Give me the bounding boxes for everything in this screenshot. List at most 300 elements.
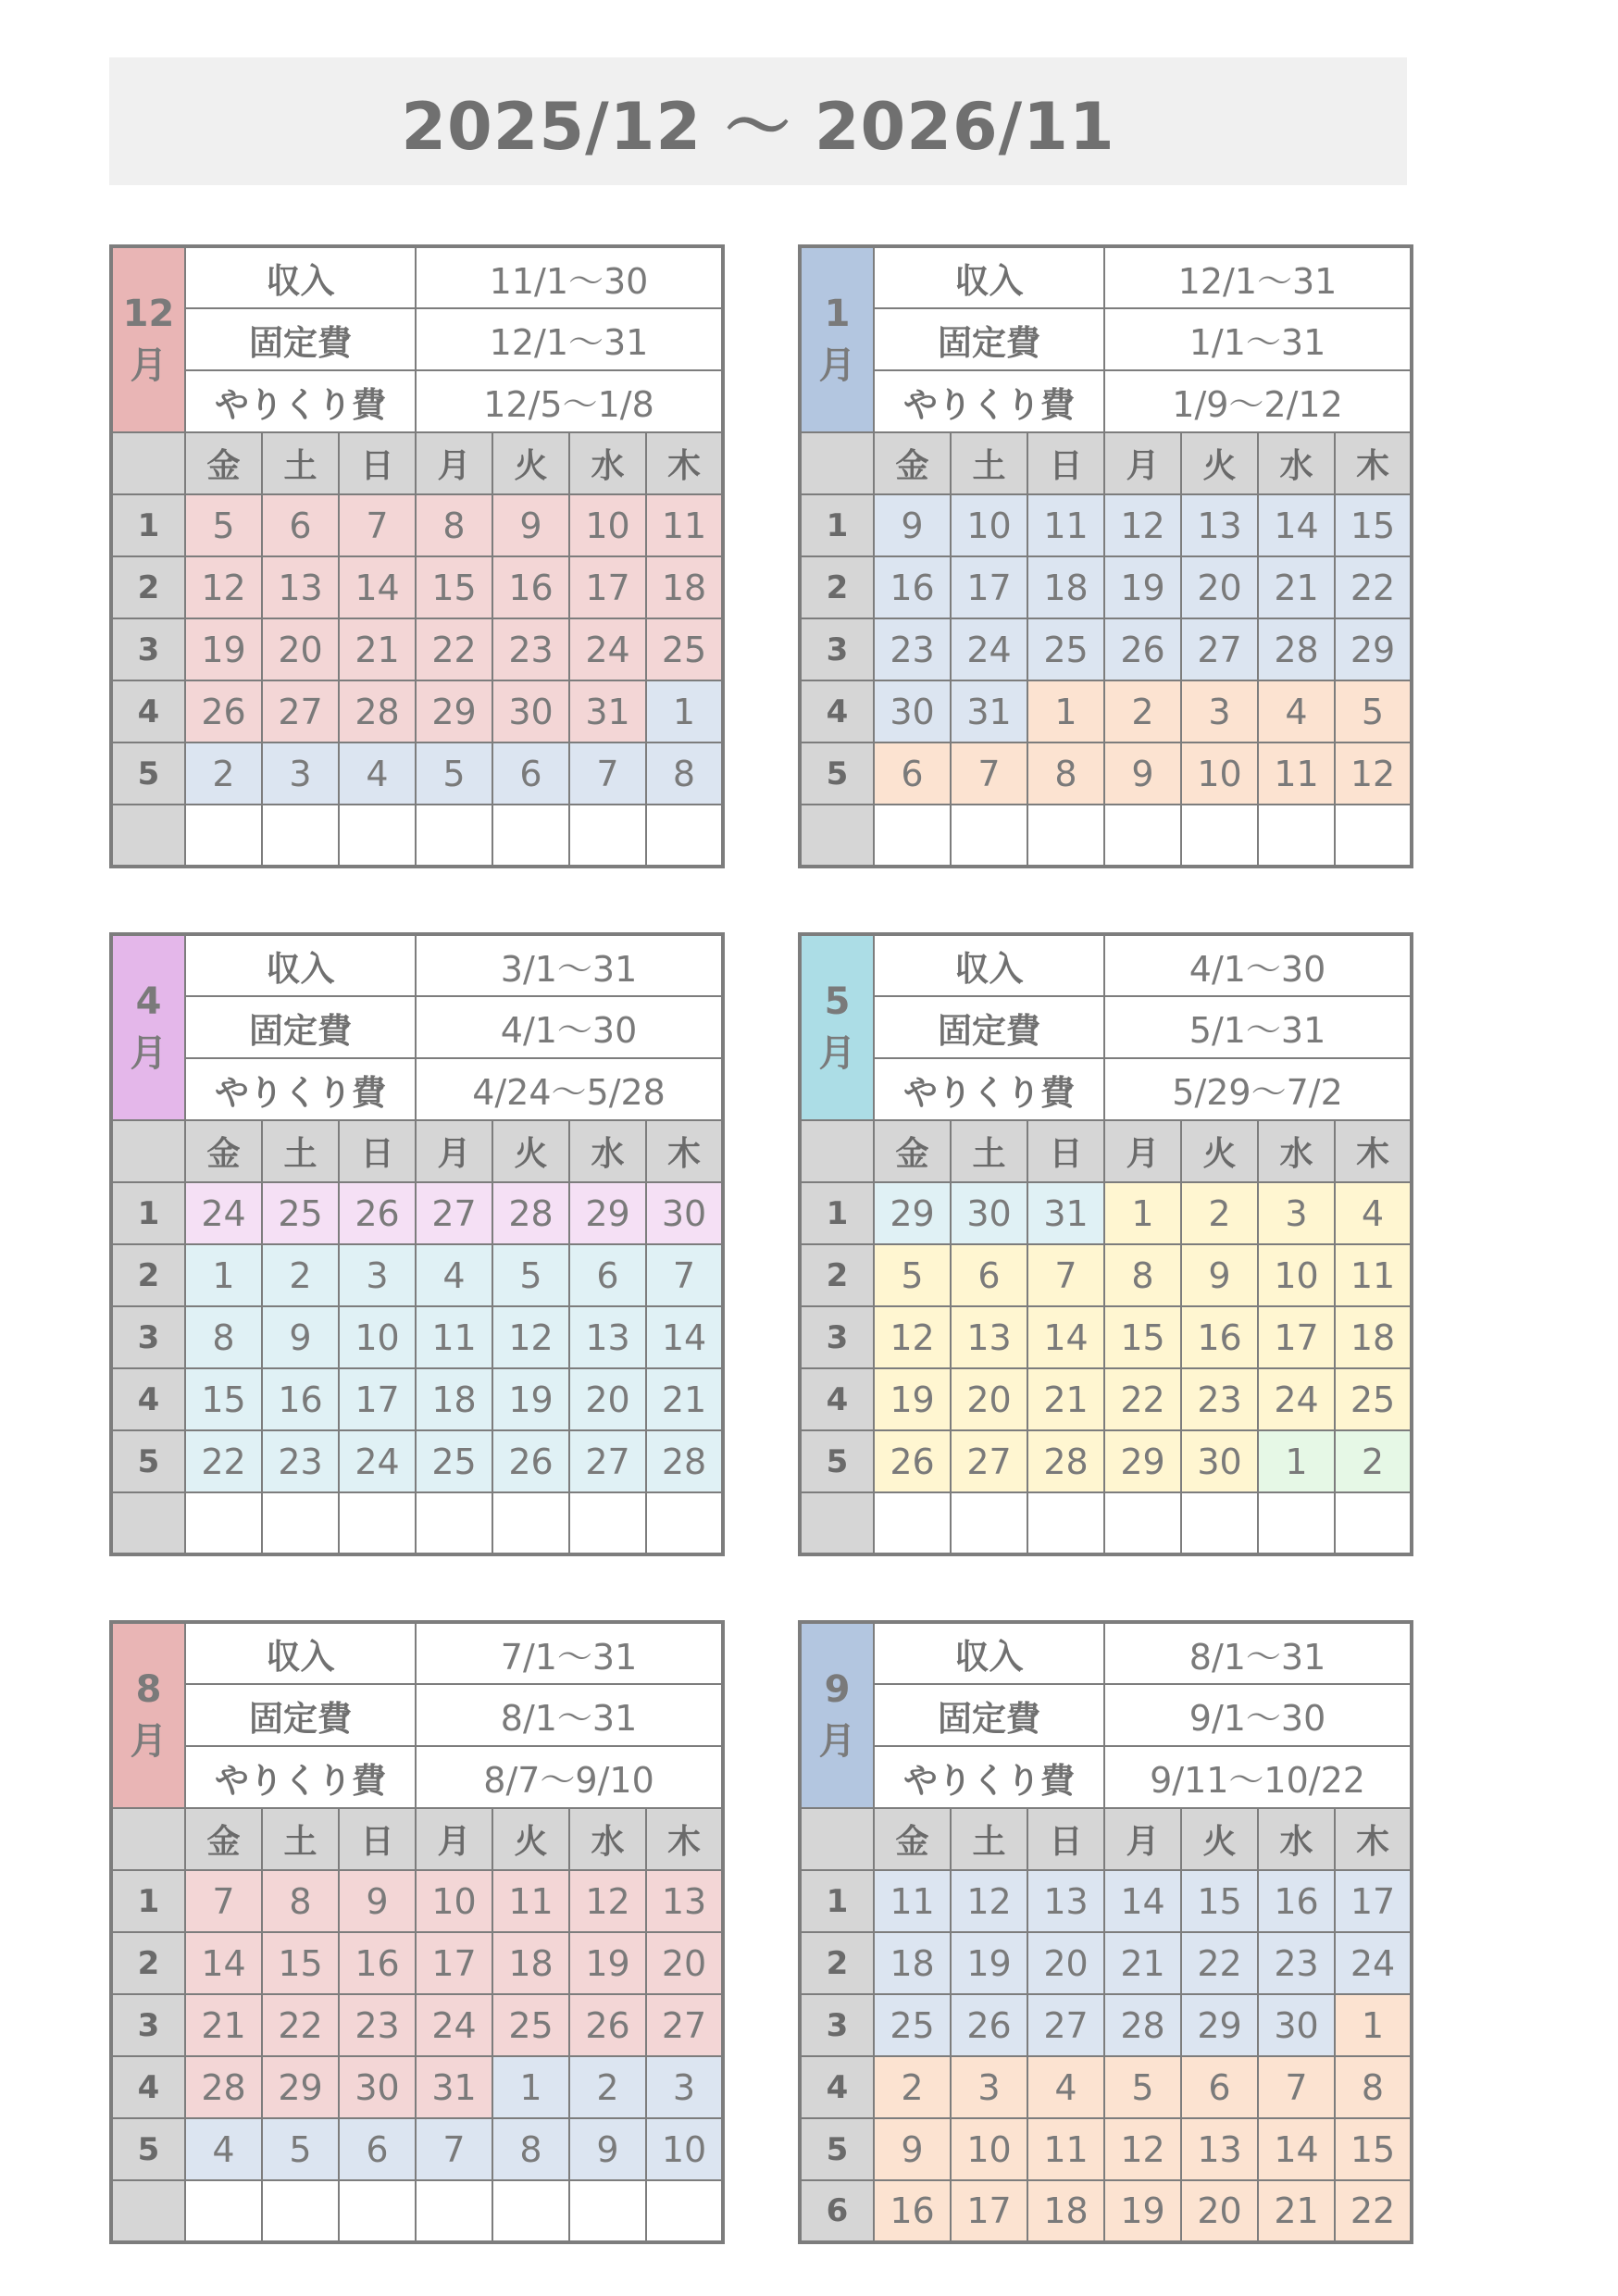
week-number: 4 <box>111 1368 185 1430</box>
info-value-budget: 12/5〜1/8 <box>416 370 723 432</box>
weekday-header: 木 <box>1335 432 1412 494</box>
info-value-income: 7/1〜31 <box>416 1622 723 1684</box>
day-cell: 29 <box>1335 618 1412 680</box>
weekday-header: 火 <box>492 432 569 494</box>
week-number: 1 <box>800 494 874 556</box>
day-cell: 17 <box>951 2180 1027 2242</box>
week-number: 4 <box>800 680 874 742</box>
day-cell: 10 <box>646 2118 723 2180</box>
day-cell: 17 <box>416 1932 492 1994</box>
day-cell: 6 <box>874 742 951 805</box>
day-cell: 1 <box>1027 680 1104 742</box>
day-cell: 7 <box>185 1870 262 1932</box>
month-label <box>111 246 185 432</box>
week-number: 4 <box>111 680 185 742</box>
day-cell: 9 <box>874 2118 951 2180</box>
day-cell <box>874 1492 951 1554</box>
day-cell: 19 <box>951 1932 1027 1994</box>
day-cell: 8 <box>646 742 723 805</box>
day-cell: 15 <box>262 1932 339 1994</box>
week-number <box>800 1492 874 1554</box>
day-cell: 17 <box>1258 1306 1335 1368</box>
month-number: 5 <box>824 980 851 1023</box>
day-cell: 3 <box>951 2056 1027 2118</box>
day-cell: 15 <box>185 1368 262 1430</box>
day-cell: 29 <box>1181 1994 1258 2056</box>
day-cell: 9 <box>1104 742 1181 805</box>
day-cell: 2 <box>1181 1182 1258 1244</box>
day-cell: 27 <box>569 1430 646 1492</box>
day-cell: 21 <box>646 1368 723 1430</box>
day-cell <box>1258 805 1335 867</box>
day-cell: 11 <box>1335 1244 1412 1306</box>
day-cell: 8 <box>416 494 492 556</box>
month-label <box>800 1622 874 1808</box>
day-cell: 28 <box>646 1430 723 1492</box>
info-value-fixed: 1/1〜31 <box>1104 308 1412 370</box>
day-cell: 8 <box>262 1870 339 1932</box>
day-cell: 9 <box>1181 1244 1258 1306</box>
day-cell: 14 <box>1258 2118 1335 2180</box>
day-cell: 2 <box>185 742 262 805</box>
month-label <box>111 1622 185 1808</box>
day-cell: 22 <box>416 618 492 680</box>
day-cell <box>1335 1492 1412 1554</box>
weekday-header: 日 <box>1027 1120 1104 1182</box>
day-cell: 2 <box>262 1244 339 1306</box>
day-cell: 23 <box>874 618 951 680</box>
info-value-budget: 9/11〜10/22 <box>1104 1746 1412 1808</box>
info-value-budget: 8/7〜9/10 <box>416 1746 723 1808</box>
day-cell: 5 <box>874 1244 951 1306</box>
info-label-fixed: 固定費 <box>874 1684 1104 1746</box>
day-cell: 22 <box>1335 2180 1412 2242</box>
day-cell: 23 <box>1181 1368 1258 1430</box>
info-value-fixed: 12/1〜31 <box>416 308 723 370</box>
day-cell: 6 <box>951 1244 1027 1306</box>
week-number <box>111 1492 185 1554</box>
day-cell: 28 <box>1027 1430 1104 1492</box>
day-cell <box>1027 805 1104 867</box>
day-cell: 18 <box>1335 1306 1412 1368</box>
day-cell <box>951 1492 1027 1554</box>
day-cell: 28 <box>492 1182 569 1244</box>
day-cell: 20 <box>1181 556 1258 618</box>
day-cell: 29 <box>569 1182 646 1244</box>
day-cell: 11 <box>1258 742 1335 805</box>
day-cell <box>874 805 951 867</box>
day-cell: 7 <box>1027 1244 1104 1306</box>
day-cell: 21 <box>1258 556 1335 618</box>
month-calendar <box>798 244 1413 868</box>
day-cell: 5 <box>185 494 262 556</box>
day-cell: 17 <box>951 556 1027 618</box>
weekday-header: 金 <box>185 1120 262 1182</box>
weekday-header: 金 <box>874 432 951 494</box>
day-cell: 20 <box>646 1932 723 1994</box>
month-label <box>800 934 874 1120</box>
day-cell: 29 <box>262 2056 339 2118</box>
weekday-header: 土 <box>951 432 1027 494</box>
day-cell: 11 <box>416 1306 492 1368</box>
day-cell: 20 <box>569 1368 646 1430</box>
day-cell: 24 <box>569 618 646 680</box>
day-cell: 2 <box>1104 680 1181 742</box>
weekday-header: 日 <box>339 432 416 494</box>
weekday-header: 火 <box>1181 1808 1258 1870</box>
week-number: 2 <box>111 1932 185 1994</box>
day-cell: 19 <box>1104 2180 1181 2242</box>
day-cell: 10 <box>1258 1244 1335 1306</box>
week-number: 4 <box>800 1368 874 1430</box>
info-value-budget: 1/9〜2/12 <box>1104 370 1412 432</box>
day-cell: 14 <box>646 1306 723 1368</box>
day-cell: 16 <box>874 556 951 618</box>
day-cell: 6 <box>262 494 339 556</box>
day-cell <box>492 1492 569 1554</box>
day-cell: 19 <box>1104 556 1181 618</box>
weekday-header: 水 <box>1258 1808 1335 1870</box>
day-cell: 22 <box>185 1430 262 1492</box>
page-title: 2025/12 〜 2026/11 <box>109 57 1407 185</box>
day-cell: 19 <box>492 1368 569 1430</box>
day-cell: 17 <box>1335 1870 1412 1932</box>
day-cell: 30 <box>339 2056 416 2118</box>
weekday-header: 月 <box>1104 1120 1181 1182</box>
day-cell <box>262 805 339 867</box>
day-cell: 20 <box>951 1368 1027 1430</box>
day-cell: 18 <box>492 1932 569 1994</box>
weekday-header: 火 <box>1181 432 1258 494</box>
info-label-fixed: 固定費 <box>874 996 1104 1058</box>
day-cell: 18 <box>646 556 723 618</box>
info-label-budget: やりくり費 <box>874 370 1104 432</box>
day-cell: 20 <box>1027 1932 1104 1994</box>
day-cell: 13 <box>951 1306 1027 1368</box>
day-cell: 5 <box>262 2118 339 2180</box>
day-cell: 16 <box>874 2180 951 2242</box>
week-number <box>111 2180 185 2242</box>
day-cell <box>646 1492 723 1554</box>
info-label-fixed: 固定費 <box>185 996 416 1058</box>
day-cell <box>492 805 569 867</box>
day-cell <box>646 2180 723 2242</box>
info-value-income: 11/1〜30 <box>416 246 723 308</box>
weekday-header: 土 <box>262 1120 339 1182</box>
day-cell: 8 <box>1335 2056 1412 2118</box>
day-cell: 27 <box>1027 1994 1104 2056</box>
day-cell: 24 <box>951 618 1027 680</box>
week-number: 3 <box>111 618 185 680</box>
info-value-fixed: 5/1〜31 <box>1104 996 1412 1058</box>
day-cell: 30 <box>646 1182 723 1244</box>
week-number: 2 <box>800 1932 874 1994</box>
day-cell <box>1027 1492 1104 1554</box>
day-cell <box>262 2180 339 2242</box>
day-cell: 23 <box>262 1430 339 1492</box>
day-cell: 31 <box>1027 1182 1104 1244</box>
day-cell: 8 <box>492 2118 569 2180</box>
day-cell: 16 <box>1258 1870 1335 1932</box>
day-cell: 8 <box>185 1306 262 1368</box>
day-cell: 9 <box>339 1870 416 1932</box>
day-cell: 21 <box>1104 1932 1181 1994</box>
week-number: 5 <box>111 2118 185 2180</box>
day-cell: 7 <box>416 2118 492 2180</box>
day-cell: 19 <box>185 618 262 680</box>
info-value-income: 3/1〜31 <box>416 934 723 996</box>
day-cell: 22 <box>1104 1368 1181 1430</box>
week-number: 1 <box>111 494 185 556</box>
info-value-budget: 4/24〜5/28 <box>416 1058 723 1120</box>
info-label-budget: やりくり費 <box>874 1058 1104 1120</box>
day-cell: 5 <box>1104 2056 1181 2118</box>
day-cell: 4 <box>1027 2056 1104 2118</box>
month-char: 月 <box>130 1720 168 1763</box>
day-cell: 23 <box>1258 1932 1335 1994</box>
day-cell <box>1104 1492 1181 1554</box>
weekday-header: 木 <box>646 432 723 494</box>
day-cell: 12 <box>185 556 262 618</box>
day-cell: 14 <box>1258 494 1335 556</box>
day-cell: 13 <box>569 1306 646 1368</box>
info-label-income: 収入 <box>185 246 416 308</box>
week-number: 5 <box>111 742 185 805</box>
weekday-header: 木 <box>646 1120 723 1182</box>
day-cell: 10 <box>569 494 646 556</box>
day-cell: 29 <box>416 680 492 742</box>
week-number: 1 <box>800 1182 874 1244</box>
weekday-header: 火 <box>1181 1120 1258 1182</box>
week-number: 1 <box>111 1182 185 1244</box>
day-cell: 14 <box>185 1932 262 1994</box>
info-value-budget: 5/29〜7/2 <box>1104 1058 1412 1120</box>
day-cell: 12 <box>1335 742 1412 805</box>
day-cell: 8 <box>1027 742 1104 805</box>
day-cell <box>416 1492 492 1554</box>
day-cell: 1 <box>1104 1182 1181 1244</box>
weekday-header: 木 <box>1335 1120 1412 1182</box>
day-cell: 16 <box>262 1368 339 1430</box>
day-cell: 4 <box>1335 1182 1412 1244</box>
day-cell <box>569 2180 646 2242</box>
day-cell: 6 <box>339 2118 416 2180</box>
month-char: 月 <box>818 1032 856 1075</box>
day-cell: 17 <box>569 556 646 618</box>
info-label-fixed: 固定費 <box>874 308 1104 370</box>
day-cell: 16 <box>339 1932 416 1994</box>
week-number: 2 <box>800 1244 874 1306</box>
day-cell: 9 <box>262 1306 339 1368</box>
weekday-header: 金 <box>185 1808 262 1870</box>
day-cell: 26 <box>1104 618 1181 680</box>
day-cell: 7 <box>339 494 416 556</box>
day-cell <box>569 1492 646 1554</box>
day-cell: 13 <box>1027 1870 1104 1932</box>
month-char: 月 <box>130 1032 168 1075</box>
month-calendar <box>109 1620 725 2244</box>
info-label-budget: やりくり費 <box>874 1746 1104 1808</box>
weekday-header: 土 <box>262 432 339 494</box>
weekday-header: 金 <box>185 432 262 494</box>
day-cell: 21 <box>1027 1368 1104 1430</box>
day-cell: 21 <box>1258 2180 1335 2242</box>
day-cell: 25 <box>1027 618 1104 680</box>
day-cell: 31 <box>951 680 1027 742</box>
day-cell: 1 <box>492 2056 569 2118</box>
weekday-header: 火 <box>492 1120 569 1182</box>
day-cell: 26 <box>339 1182 416 1244</box>
info-value-income: 12/1〜31 <box>1104 246 1412 308</box>
weekday-header: 月 <box>1104 1808 1181 1870</box>
month-label <box>111 934 185 1120</box>
week-number: 5 <box>111 1430 185 1492</box>
day-cell <box>1104 805 1181 867</box>
day-cell: 15 <box>1335 2118 1412 2180</box>
day-cell: 24 <box>339 1430 416 1492</box>
weekday-header: 水 <box>569 1120 646 1182</box>
day-cell: 12 <box>492 1306 569 1368</box>
info-label-fixed: 固定費 <box>185 308 416 370</box>
weekday-header: 水 <box>1258 432 1335 494</box>
month-calendar <box>109 932 725 1556</box>
day-cell: 18 <box>416 1368 492 1430</box>
week-number <box>111 805 185 867</box>
weekday-header: 月 <box>416 1120 492 1182</box>
day-cell: 23 <box>492 618 569 680</box>
corner-cell <box>111 1120 185 1182</box>
week-number: 2 <box>111 556 185 618</box>
day-cell: 24 <box>185 1182 262 1244</box>
day-cell: 15 <box>1181 1870 1258 1932</box>
day-cell <box>646 805 723 867</box>
day-cell: 9 <box>569 2118 646 2180</box>
weekday-header: 水 <box>569 1808 646 1870</box>
week-number <box>800 805 874 867</box>
weekday-header: 木 <box>1335 1808 1412 1870</box>
day-cell <box>185 805 262 867</box>
week-number: 5 <box>800 1430 874 1492</box>
week-number: 5 <box>800 2118 874 2180</box>
day-cell: 23 <box>339 1994 416 2056</box>
day-cell: 12 <box>1104 494 1181 556</box>
info-label-income: 収入 <box>874 1622 1104 1684</box>
day-cell: 30 <box>1258 1994 1335 2056</box>
day-cell: 9 <box>874 494 951 556</box>
day-cell: 5 <box>416 742 492 805</box>
month-number: 4 <box>135 980 162 1023</box>
day-cell: 11 <box>492 1870 569 1932</box>
day-cell: 22 <box>1181 1932 1258 1994</box>
day-cell: 13 <box>1181 2118 1258 2180</box>
day-cell: 15 <box>416 556 492 618</box>
day-cell: 19 <box>874 1368 951 1430</box>
day-cell: 29 <box>1104 1430 1181 1492</box>
day-cell: 1 <box>646 680 723 742</box>
day-cell: 28 <box>1104 1994 1181 2056</box>
day-cell: 3 <box>339 1244 416 1306</box>
day-cell: 26 <box>185 680 262 742</box>
month-calendar <box>798 932 1413 1556</box>
day-cell: 15 <box>1104 1306 1181 1368</box>
day-cell: 29 <box>874 1182 951 1244</box>
day-cell: 4 <box>185 2118 262 2180</box>
info-value-income: 4/1〜30 <box>1104 934 1412 996</box>
day-cell <box>416 2180 492 2242</box>
day-cell: 3 <box>1181 680 1258 742</box>
day-cell: 4 <box>1258 680 1335 742</box>
day-cell: 1 <box>185 1244 262 1306</box>
day-cell <box>1181 1492 1258 1554</box>
day-cell: 24 <box>1335 1932 1412 1994</box>
day-cell: 16 <box>1181 1306 1258 1368</box>
day-cell: 1 <box>1258 1430 1335 1492</box>
week-number: 2 <box>111 1244 185 1306</box>
day-cell: 30 <box>951 1182 1027 1244</box>
day-cell: 27 <box>262 680 339 742</box>
weekday-header: 金 <box>874 1808 951 1870</box>
week-number: 3 <box>111 1994 185 2056</box>
day-cell: 11 <box>1027 494 1104 556</box>
day-cell: 3 <box>1258 1182 1335 1244</box>
info-label-income: 収入 <box>874 934 1104 996</box>
day-cell <box>1335 805 1412 867</box>
weekday-header: 日 <box>1027 432 1104 494</box>
weekday-header: 月 <box>416 432 492 494</box>
day-cell: 10 <box>339 1306 416 1368</box>
day-cell: 31 <box>569 680 646 742</box>
info-label-budget: やりくり費 <box>185 370 416 432</box>
day-cell: 18 <box>874 1932 951 1994</box>
day-cell: 28 <box>339 680 416 742</box>
week-number: 3 <box>800 618 874 680</box>
day-cell: 27 <box>1181 618 1258 680</box>
day-cell: 27 <box>416 1182 492 1244</box>
day-cell: 12 <box>1104 2118 1181 2180</box>
month-char: 月 <box>818 344 856 387</box>
info-value-fixed: 4/1〜30 <box>416 996 723 1058</box>
day-cell: 7 <box>646 1244 723 1306</box>
info-label-income: 収入 <box>185 934 416 996</box>
weekday-header: 火 <box>492 1808 569 1870</box>
day-cell <box>185 2180 262 2242</box>
weekday-header: 日 <box>339 1120 416 1182</box>
day-cell <box>1181 805 1258 867</box>
day-cell: 2 <box>569 2056 646 2118</box>
weekday-header: 水 <box>569 432 646 494</box>
week-number: 4 <box>111 2056 185 2118</box>
day-cell <box>339 805 416 867</box>
day-cell: 12 <box>874 1306 951 1368</box>
day-cell: 30 <box>492 680 569 742</box>
day-cell: 27 <box>646 1994 723 2056</box>
day-cell <box>492 2180 569 2242</box>
corner-cell <box>800 1808 874 1870</box>
day-cell: 28 <box>185 2056 262 2118</box>
day-cell: 30 <box>874 680 951 742</box>
day-cell: 4 <box>416 1244 492 1306</box>
day-cell: 3 <box>646 2056 723 2118</box>
week-number: 2 <box>800 556 874 618</box>
day-cell <box>951 805 1027 867</box>
day-cell: 8 <box>1104 1244 1181 1306</box>
corner-cell <box>111 1808 185 1870</box>
day-cell: 20 <box>262 618 339 680</box>
day-cell <box>262 1492 339 1554</box>
day-cell: 13 <box>646 1870 723 1932</box>
day-cell: 1 <box>1335 1994 1412 2056</box>
day-cell: 18 <box>1027 556 1104 618</box>
